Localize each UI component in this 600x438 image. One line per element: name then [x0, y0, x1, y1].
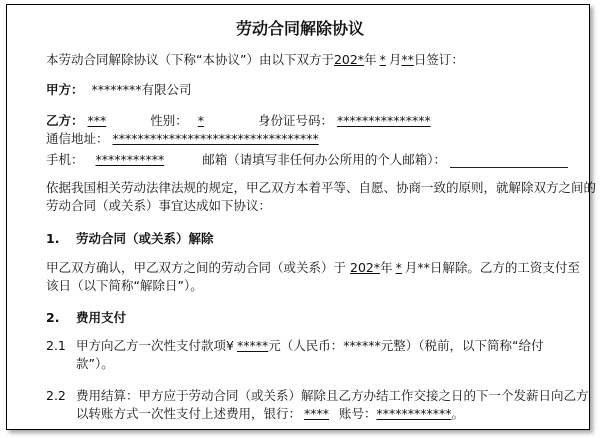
document-title: 劳动合同解除协议 — [235, 19, 364, 38]
account-label: 账号： — [339, 406, 377, 421]
item-2-2-line-2 — [76, 406, 464, 422]
account-value: ************ — [376, 406, 452, 421]
phone-value: *********** — [95, 152, 165, 167]
year-char: 年 — [364, 52, 377, 67]
termination-month: * — [395, 260, 402, 275]
item-2-2-text: 费用结算：甲方应于劳动合同（或关系）解除且乙方办结工作交接之日的下一个发薪日向乙方 — [76, 388, 589, 403]
termination-year-char: 年 — [380, 260, 393, 275]
section-2-title: 费用支付 — [76, 310, 127, 325]
phone-label: 手机： — [46, 152, 84, 167]
section-1-line-1 — [46, 260, 580, 276]
party-a-line — [46, 82, 192, 98]
gender-label: 性别： — [150, 113, 188, 128]
preamble-line-1: 依据我国相关劳动法律法规的规定，甲乙双方本着平等、自愿、协商一致的原则，就解除双方之间的 — [46, 180, 597, 195]
party-b-line — [46, 113, 431, 129]
email-blank — [450, 153, 568, 168]
contact-line — [46, 152, 568, 168]
party-a-value: ********有限公司 — [91, 82, 192, 97]
termination-year: 202* — [350, 260, 381, 275]
intro-prefix: 本劳动合同解除协议（下称“本协议”）由以下双方于 — [46, 52, 334, 67]
section-2-number: 2. — [46, 310, 60, 325]
address-label: 通信地址： — [46, 131, 109, 146]
item-2-1-suffix: 元（人民币：******元整）（税前，以下简称“给付 — [268, 338, 544, 353]
section-1-line-2: 该日（以下简称“解除日”）。 — [46, 278, 203, 293]
email-label: 邮箱（请填写非任何办公所用的个人邮箱）： — [202, 152, 446, 167]
section-1-prefix: 甲乙双方确认，甲乙双方之间的劳动合同（或关系）于 — [46, 260, 347, 275]
section-1-heading — [46, 231, 214, 247]
item-2-2-prefix: 以转账方式一次性支付上述费用，银行： — [76, 406, 302, 421]
bank-value: **** — [304, 406, 330, 421]
section-1-suffix: **日解除。乙方的工资支付至 — [417, 260, 580, 275]
item-2-1-line-1 — [46, 338, 543, 354]
sign-day: ** — [401, 52, 414, 67]
preamble-line-2: 劳动合同（或关系）事宜达成如下协议： — [46, 198, 272, 213]
item-2-1-number: 2.1 — [46, 338, 66, 353]
gender-value: * — [197, 113, 204, 128]
item-2-2-line-1 — [46, 388, 589, 404]
item-2-2-suffix: 。 — [451, 406, 465, 421]
party-b-label: 乙方： — [46, 113, 84, 128]
id-value: *************** — [336, 113, 431, 128]
party-a-label: 甲方： — [46, 82, 84, 97]
address-value: ********************************* — [112, 131, 319, 146]
termination-month-char: 月 — [404, 260, 418, 275]
item-2-1-line-2: 款”）。 — [76, 356, 114, 371]
month-char: 月 — [388, 52, 402, 67]
item-2-2-number: 2.2 — [46, 388, 66, 403]
intro-line — [46, 52, 464, 68]
sign-year: 202* — [333, 52, 365, 67]
section-1-number: 1. — [46, 231, 60, 246]
id-label: 身份证号码： — [257, 113, 333, 128]
section-1-title: 劳动合同（或关系）解除 — [76, 231, 214, 246]
party-b-name: *** — [87, 113, 107, 128]
item-2-1-prefix: 甲方向乙方一次性支付款项¥ — [76, 338, 234, 353]
section-2-heading — [46, 310, 126, 326]
address-line — [46, 131, 319, 147]
intro-suffix: 日签订： — [413, 52, 464, 67]
payment-amount: ***** — [236, 338, 269, 353]
sign-month: * — [379, 52, 386, 67]
